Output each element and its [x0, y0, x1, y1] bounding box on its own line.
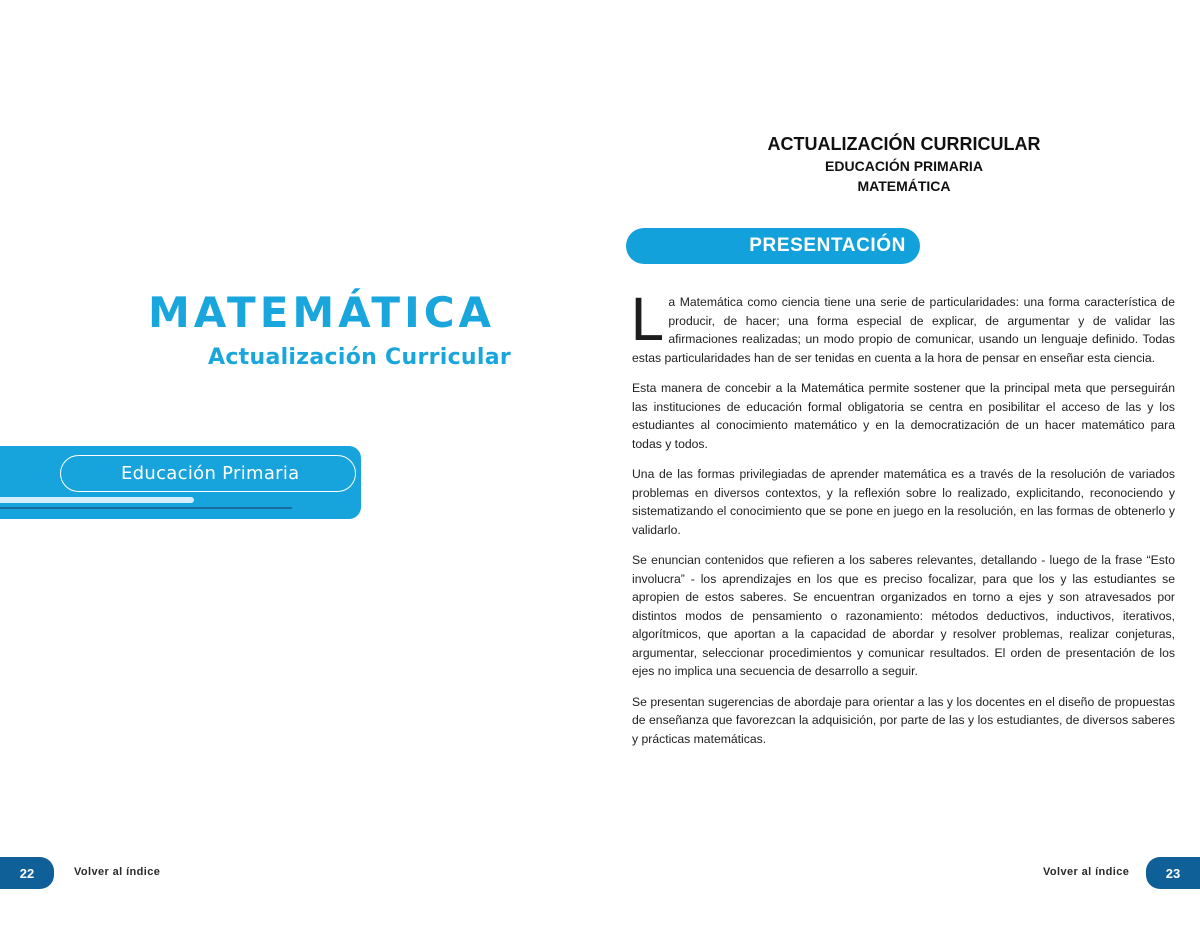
section-title: PRESENTACIÓN — [749, 235, 906, 256]
page-number-left: 22 — [0, 857, 54, 889]
paragraph-1-text: a Matemática como ciencia tiene una serie de particularidades: una forma característica de producir, de hacer; una forma especial de explicar, de argumentar y de validar las afirmaciones realizadas; un modo propio de comunicar, usando un lenguaje definido. Todas estas particularidades han de ser tenidas en cuenta a la hora de pensar en enseñar esta ciencia. — [632, 295, 1175, 365]
paragraph-2: Esta manera de concebir a la Matemática permite sostener que la principal meta que perseguirán las instituciones de educación formal obligatoria se centra en posibilitar el acceso de las y los estudiantes al conocimiento matemático y en la democratización de un hacer matemático para todas y todos. — [632, 381, 1175, 451]
level-banner — [0, 446, 361, 519]
header-line-3: MATEMÁTICA — [857, 178, 951, 194]
cover-subtitle: Actualización Curricular — [208, 345, 512, 370]
back-to-index-link-left[interactable]: Volver al índice — [74, 866, 161, 878]
presentation-body — [630, 286, 1175, 760]
paragraph-5: Se presentan sugerencias de abordaje para orientar a las y los docentes en el diseño de propuestas de enseñanza que favorezcan la adquisición, por parte de las y los estudiantes, de diversos saberes y prácticas matemáticas. — [632, 694, 1175, 746]
banner-decor-line-dark — [0, 507, 292, 509]
level-label: Educación Primaria — [121, 463, 300, 484]
paragraph-1 — [630, 286, 1175, 367]
banner-decor-line-light — [0, 497, 194, 503]
cover-title: MATEMÁTICA — [148, 288, 496, 337]
back-to-index-link-right[interactable]: Volver al índice — [1043, 866, 1130, 878]
header-line-1: ACTUALIZACIÓN CURRICULAR — [767, 134, 1041, 154]
section-title-pill — [626, 228, 920, 264]
paragraph-4: Se enuncian contenidos que refieren a los saberes relevantes, detallando - luego de la frase “Esto involucra” - los aprendizajes en los que es preciso focalizar, para que los y las estudiantes se apropien de estos saberes. Se encuentran organizados en torno a ejes y son atravesados por distintos modos de pensamiento o razonamiento: métodos deductivos, inductivos, iterativos, algorítmicos, que aportan a la capacidad de abordar y resolver problemas, realizar conjeturas, argumentar, seleccionar procedimientos y comunicar resultados. El orden de presentación de los ejes no implica una secuencia de desarrollo a seguir. — [632, 553, 1175, 678]
page-number-right: 23 — [1146, 857, 1200, 889]
paragraph-3: Una de las formas privilegiadas de aprender matemática es a través de la resolución de variados problemas en diversos contextos, y la reflexión sobre lo realizado, explicitando, reconociendo y sistematizando el conocimiento que se pone en juego en la resolución, en las formas de obtenerlo y validarlo. — [632, 467, 1175, 537]
level-pill — [60, 455, 356, 492]
drop-cap: L — [630, 286, 663, 354]
header-line-2: EDUCACIÓN PRIMARIA — [825, 158, 983, 174]
